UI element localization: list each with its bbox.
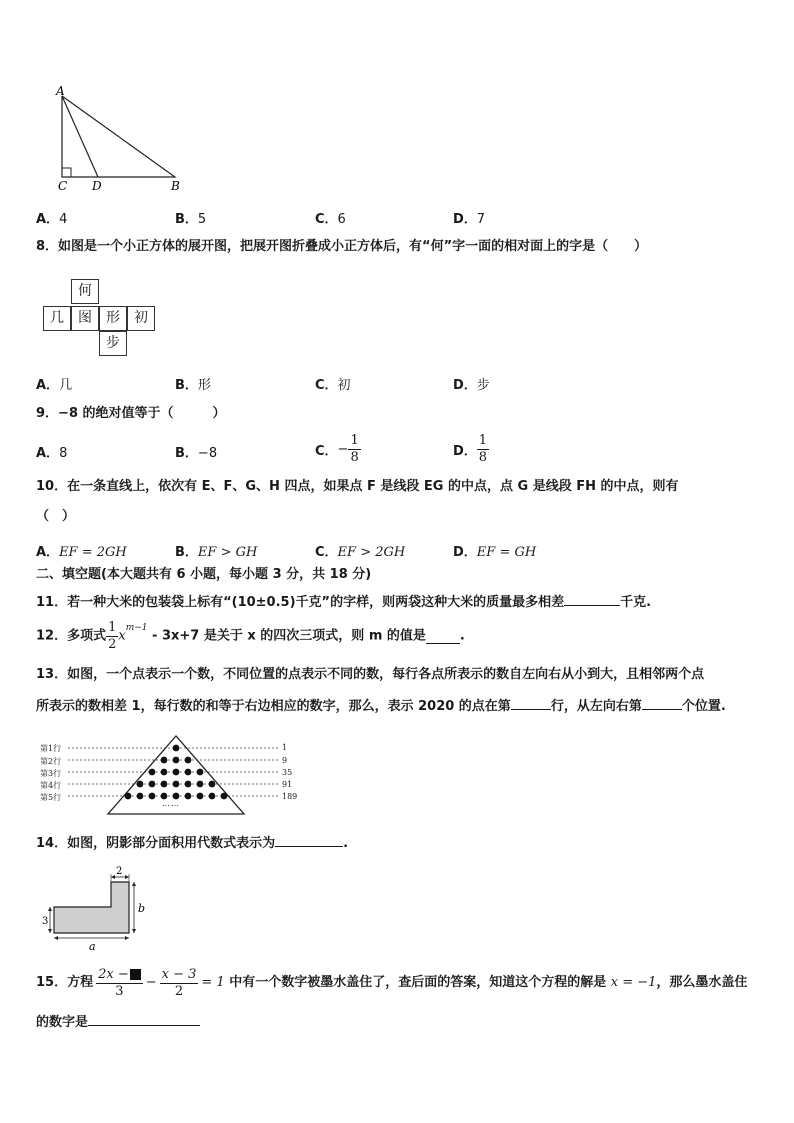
q13-question-line1: 13．如图，一个点表示一个数，不同位置的点表示不同的数，每行各点所表示的数自左向右从小到大，且相邻两个点 [36, 667, 705, 682]
label-B: B [171, 179, 180, 193]
q9-fraction-c: $\frac{1}{8}$ [350, 433, 359, 465]
q11-answer-blank [564, 592, 620, 606]
q13-row-blank [511, 696, 551, 710]
dimension-left: 3 [42, 916, 49, 927]
q11-question: 11．若一种大米的包装袋上标有“(10±0.5)千克”的字样，则两袋这种大米的质量最多相差 千克. [36, 592, 651, 612]
q7-option-b: B．5 [175, 212, 207, 227]
q10-option-c: C．EF > 2GH [315, 545, 406, 560]
triangle-outline [62, 96, 175, 177]
q8-option-d: D．步 [453, 378, 490, 393]
q7-option-c: C．6 [315, 212, 346, 227]
label-D: D [92, 179, 102, 193]
ink-blot [130, 969, 141, 980]
shaded-region [54, 882, 129, 933]
row-label-4: 第4行 [40, 781, 62, 790]
row-sum-3: 35 [282, 768, 293, 777]
dimension-top: 2 [116, 866, 123, 877]
q7-option-a: A．4 [36, 212, 68, 227]
q10-option-d: D．EF = GH [453, 545, 537, 560]
q8-option-b: B．形 [175, 378, 211, 393]
section-2-heading: 二、填空题(本大题共有 6 小题，每小题 3 分，共 18 分) [36, 567, 372, 582]
q9-option-a: A．8 [36, 446, 68, 461]
q13-question-line2: 所表示的数相差 1，每行数的和等于右边相应的数字，那么，表示 2020 的点在第 行，从左向右第 个位置. [36, 696, 726, 716]
dimension-right: b [138, 902, 146, 915]
q10-question-line1: 10．在一条直线上，依次有 E、F、G、H 四点，如果点 F 是线段 EG 的中点，点 G 是线段 FH 的中点，则有 [36, 479, 679, 494]
q8-question: 8．如图是一个小正方体的展开图，把展开图折叠成小正方体后，有“何”字一面的相对面上的字是（ ） [36, 239, 648, 254]
label-A: A [56, 84, 65, 98]
q12-question: 12．多项式 $\frac{1}{2}$ $x^{m-1} - 3x+7$ 是关于 x 的四次三项式，则 m 的值是 . [36, 620, 465, 652]
q9-option-c: C．− $\frac{1}{8}$ [315, 433, 359, 465]
q12-fraction: $\frac{1}{2}$ [108, 620, 117, 652]
cube-cell-1: 几 [43, 306, 71, 331]
q14-question: 14．如图，阴影部分面积用代数式表示为 . [36, 833, 348, 853]
q14-answer-blank [275, 833, 343, 847]
q9-option-b: B．−8 [175, 446, 218, 461]
triangle-figure [50, 82, 190, 197]
q13-position-blank [642, 696, 682, 710]
segment-AD [62, 96, 98, 177]
cube-cell-bottom: 步 [99, 331, 127, 356]
continuation-dots: …… [162, 799, 180, 808]
row-label-1: 第1行 [40, 744, 62, 753]
cube-cell-3: 形 [99, 306, 127, 331]
label-C: C [58, 179, 68, 193]
cube-cell-2: 图 [71, 306, 99, 331]
q8-option-a: A．几 [36, 378, 73, 393]
cube-cell-top: 何 [71, 279, 99, 304]
row-sum-5: 189 [282, 792, 298, 801]
row-sum-1: 1 [282, 743, 288, 752]
dimension-bottom: a [89, 940, 96, 953]
q10-question-line2: （ ） [36, 509, 76, 524]
row-label-3: 第3行 [40, 769, 62, 778]
q9-option-d: D． $\frac{1}{8}$ [453, 433, 488, 465]
row-label-5: 第5行 [40, 793, 62, 802]
q15-answer-blank [88, 1012, 200, 1026]
cube-cell-4: 初 [127, 306, 155, 331]
row-sum-4: 91 [282, 780, 293, 789]
q7-option-d: D．7 [453, 212, 486, 227]
row-sum-2: 9 [282, 756, 288, 765]
q10-option-b: B．EF > GH [175, 545, 258, 560]
right-angle-mark [62, 168, 71, 177]
q15-fraction-2: $\frac{x - 3}{2}$ [161, 966, 197, 999]
q12-answer-blank [426, 630, 460, 644]
l-shape-figure [36, 864, 166, 954]
q9-question: 9．−8 的绝对值等于（ ） [36, 406, 226, 421]
q15-question-line2: 的数字是 [36, 1012, 200, 1032]
q15-fraction-1: $\frac{2x -}{3}$ [96, 967, 143, 1000]
q8-option-c: C．初 [315, 378, 351, 393]
row-label-2: 第2行 [40, 757, 62, 766]
q15-question-line1: 15．方程 $\frac{2x -}{3}$ − $\frac{x - 3}{2}$ = 1 中有一个数字被墨水盖住了，查后面的答案，知道这个方程的解是 x = −1，那么墨水盖住 [36, 966, 748, 999]
q10-option-a: A．EF = 2GH [36, 545, 127, 560]
q9-fraction-d: $\frac{1}{8}$ [478, 433, 488, 465]
